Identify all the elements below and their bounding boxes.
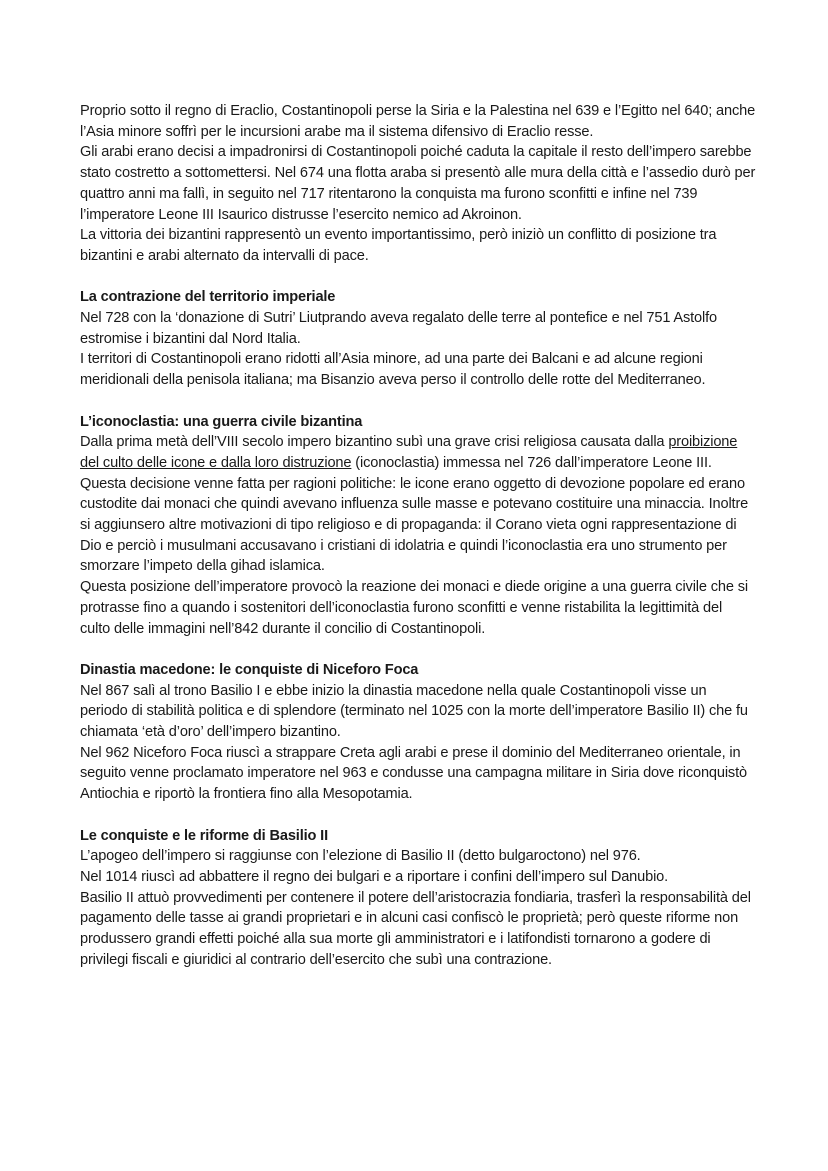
contrazione-paragraph-2: I territori di Costantinopoli erano ridotti all’Asia minore, ad una parte dei Balcani e ad alcune regioni meridionali della penisola italiana; ma Bisanzio aveva perso il controllo delle rotte del Mediterraneo. bbox=[80, 351, 706, 389]
iconoclastia-paragraph-3: Questa posizione dell’imperatore provocò la reazione dei monaci e diede origine a una guerra civile che si protrasse fino a quando i sostenitori dell’iconoclastia furono sconfitti e venne ristabilita la legittimità del culto delle immagini nell’842 durante il concilio di Costantinopoli. bbox=[80, 579, 748, 637]
intro-paragraph-2: Gli arabi erano decisi a impadronirsi di Costantinopoli poiché caduta la capitale il resto dell’impero sarebbe stato costretto a sottomettersi. Nel 674 una flotta araba si presentò alle mura della città e l’assedio durò per quattro anni ma fallì, in seguito nel 717 ritentarono la conquista ma furono sconfitti e infine nel 739 l’imperatore Leone III Isaurico distrusse l’esercito nemico ad Akroinon. bbox=[80, 144, 756, 223]
intro-section bbox=[80, 101, 756, 267]
iconoclastia-paragraph-1 bbox=[80, 432, 756, 473]
intro-paragraph-1: Proprio sotto il regno di Eraclio, Costantinopoli perse la Siria e la Palestina nel 639 e l’Egitto nel 640; anche l’Asia minore soffrì per le incursioni arabe ma il sistema difensivo di Eraclio resse. bbox=[80, 103, 756, 140]
underlined-phrase: proibizione del culto delle icone e dalla loro distruzione bbox=[80, 434, 738, 471]
basilio-paragraph-2: Nel 1014 riuscì ad abbattere il regno dei bulgari e a riportare i confini dell’impero sul Danubio. bbox=[80, 868, 669, 885]
basilio-paragraph-1: L’apogeo dell’impero si raggiunse con l’elezione di Basilio II (detto bulgaroctono) nel 976. bbox=[80, 848, 641, 865]
section-heading: Dinastia macedone: le conquiste di Niceforo Foca bbox=[80, 661, 419, 678]
iconoclastia-paragraph-2: Questa decisione venne fatta per ragioni politiche: le icone erano oggetto di devozione popolare ed erano custodite dai monaci che quindi avevano influenza sulle masse e potevano costituire una minaccia. Inoltre si aggiunsero altre motivazioni di tipo religioso e di propaganda: il Corano vieta ogni rappresentazione di Dio e perciò i musulmani accusavano i cristiani di idolatria e quindi l’iconoclastia era uno strumento per smorzare l’impeto della gihad islamica. bbox=[80, 475, 749, 575]
intro-paragraph-3: La vittoria dei bizantini rappresentò un evento importantissimo, però iniziò un conflitto di posizione tra bizantini e arabi alternato da intervalli di pace. bbox=[80, 227, 717, 264]
section-iconoclastia bbox=[80, 412, 756, 640]
section-heading: L’iconoclastia: una guerra civile bizantina bbox=[80, 413, 363, 430]
iconoclastia-text-b: (iconoclastia) immessa nel 726 dall’imperatore Leone III. bbox=[351, 454, 712, 471]
iconoclastia-text-a: Dalla prima metà dell’VIII secolo impero bizantino subì una grave crisi religiosa causata dalla bbox=[80, 434, 669, 451]
section-heading: La contrazione del territorio imperiale bbox=[80, 289, 336, 306]
section-basilio bbox=[80, 826, 756, 971]
basilio-paragraph-3: Basilio II attuò provvedimenti per contenere il potere dell’aristocrazia fondiaria, trasferì la responsabilità del pagamento delle tasse ai grandi proprietari e in alcuni casi confiscò le proprietà; però queste riforme non produssero grandi effetti poiché alla sua morte gli amministratori e i latifondisti tornarono a godere di privilegi fiscali e giuridici al contrario dell’esercito che subì una contrazione. bbox=[80, 889, 751, 968]
document-page bbox=[80, 101, 756, 991]
section-contrazione bbox=[80, 287, 756, 391]
contrazione-paragraph-1: Nel 728 con la ‘donazione di Sutri’ Liutprando aveva regalato delle terre al pontefice e nel 751 Astolfo estromise i bizantini dal Nord Italia. bbox=[80, 310, 717, 347]
macedone-paragraph-1: Nel 867 salì al trono Basilio I e ebbe inizio la dinastia macedone nella quale Costantinopoli visse un periodo di stabilità politica e di splendore (terminato nel 1025 con la morte dell’imperatore Basilio II) che fu chiamata ‘età d’oro’ dell’impero bizantino. bbox=[80, 682, 748, 741]
macedone-paragraph-2: Nel 962 Niceforo Foca riuscì a strappare Creta agli arabi e prese il dominio del Mediterraneo orientale, in seguito venne proclamato imperatore nel 963 e condusse una campagna militare in Siria dove riconquistò Antiochia e riportò la frontiera fino alla Mesopotamia. bbox=[80, 744, 747, 803]
section-heading: Le conquiste e le riforme di Basilio II bbox=[80, 827, 328, 844]
section-macedone bbox=[80, 660, 756, 805]
